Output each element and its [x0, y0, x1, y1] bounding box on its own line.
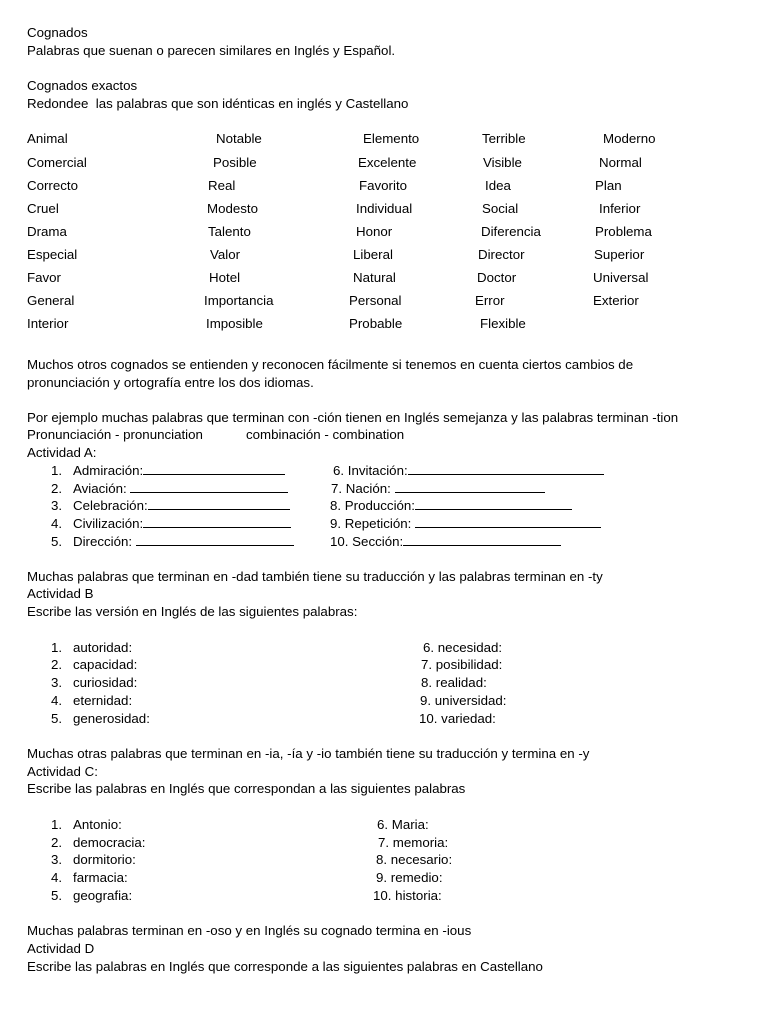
word-cell: Moderno: [603, 131, 656, 146]
item-word: geografia:: [73, 888, 133, 903]
item-word: Admiración:: [73, 463, 144, 478]
word-cell: Visible: [483, 155, 522, 170]
item-word: Dirección:: [73, 534, 136, 549]
word-cell: Correcto: [27, 178, 78, 193]
answer-blank[interactable]: [395, 481, 545, 493]
item-word: democracia:: [73, 835, 146, 850]
word-cell: Favor: [27, 270, 61, 285]
list-item: [330, 498, 572, 514]
item-word: 9. remedio:: [376, 870, 443, 885]
list-item: [333, 463, 604, 479]
answer-blank[interactable]: [148, 498, 290, 510]
item-number: 3.: [51, 852, 63, 867]
item-word: 8. Producción:: [330, 498, 416, 513]
item-word: 9. Repetición:: [330, 516, 416, 531]
word-cell: Real: [208, 178, 236, 193]
activity-d-instruction: Escribe las palabras en Inglés que corresponde a las siguientes palabras en Castellano: [27, 959, 543, 974]
item-number: 5.: [51, 711, 63, 726]
word-cell: Especial: [27, 247, 78, 262]
word-cell: Director: [478, 247, 525, 262]
word-cell: Doctor: [477, 270, 517, 285]
word-cell: Individual: [356, 201, 413, 216]
cion-example: combinación - combination: [246, 427, 405, 442]
page-subtitle: Palabras que suenan o parecen similares en Inglés y Español.: [27, 43, 396, 58]
word-cell: Probable: [349, 316, 403, 331]
list-item: [330, 516, 601, 532]
word-cell: Error: [475, 293, 505, 308]
activity-b-instruction: Escribe las versión en Inglés de las siguientes palabras:: [27, 604, 358, 619]
word-cell: Imposible: [206, 316, 263, 331]
item-word: 6. Maria:: [377, 817, 429, 832]
word-cell: Inferior: [599, 201, 641, 216]
word-cell: Personal: [349, 293, 402, 308]
word-cell: Social: [482, 201, 519, 216]
word-cell: Valor: [210, 247, 241, 262]
list-item: [73, 463, 285, 479]
item-number: 1.: [51, 463, 63, 478]
item-word: Celebración:: [73, 498, 148, 513]
word-cell: Favorito: [359, 178, 408, 193]
item-number: 3.: [51, 498, 63, 513]
word-cell: Natural: [353, 270, 396, 285]
word-cell: General: [27, 293, 75, 308]
item-word: 8. realidad:: [421, 675, 487, 690]
answer-blank[interactable]: [143, 463, 285, 475]
word-cell: Exterior: [593, 293, 639, 308]
item-number: 4.: [51, 693, 63, 708]
word-cell: Plan: [595, 178, 622, 193]
word-cell: Liberal: [353, 247, 393, 262]
item-word: generosidad:: [73, 711, 150, 726]
word-cell: Problema: [595, 224, 652, 239]
list-item: [73, 481, 288, 497]
answer-blank[interactable]: [415, 498, 572, 510]
item-word: curiosidad:: [73, 675, 138, 690]
word-cell: Cruel: [27, 201, 59, 216]
item-word: 7. Nación:: [331, 481, 395, 496]
item-number: 4.: [51, 516, 63, 531]
item-number: 3.: [51, 675, 63, 690]
word-cell: Normal: [599, 155, 642, 170]
oso-rule: Muchas palabras terminan en -oso y en Inglés su cognado termina en -ious: [27, 923, 472, 938]
word-cell: Superior: [594, 247, 645, 262]
word-cell: Honor: [356, 224, 393, 239]
word-cell: Idea: [485, 178, 511, 193]
exact-heading: Cognados exactos: [27, 78, 138, 93]
dad-rule: Muchas palabras que terminan en -dad también tiene su traducción y las palabras terminan en -ty: [27, 569, 603, 584]
item-word: 10. historia:: [373, 888, 442, 903]
list-item: [330, 534, 561, 550]
word-cell: Modesto: [207, 201, 258, 216]
item-word: eternidad:: [73, 693, 133, 708]
cion-rule: Por ejemplo muchas palabras que terminan con -ción tienen en Inglés semejanza y las palabras terminan -tion: [27, 410, 679, 425]
list-item: [73, 498, 290, 514]
item-number: 5.: [51, 534, 63, 549]
word-cell: Notable: [216, 131, 262, 146]
item-word: Antonio:: [73, 817, 122, 832]
answer-blank[interactable]: [130, 481, 288, 493]
answer-blank[interactable]: [403, 534, 561, 546]
item-number: 5.: [51, 888, 63, 903]
item-word: capacidad:: [73, 657, 138, 672]
item-word: 10. variedad:: [419, 711, 496, 726]
list-item: [331, 481, 545, 497]
list-item: [73, 516, 291, 532]
item-word: 9. universidad:: [420, 693, 507, 708]
word-cell: Universal: [593, 270, 649, 285]
answer-blank[interactable]: [415, 516, 601, 528]
activity-d-label: Actividad D: [27, 941, 95, 956]
item-word: dormitorio:: [73, 852, 136, 867]
item-word: 7. memoria:: [378, 835, 449, 850]
item-word: Civilización:: [73, 516, 144, 531]
answer-blank[interactable]: [408, 463, 604, 475]
item-number: 2.: [51, 481, 63, 496]
item-word: 6. Invitación:: [333, 463, 408, 478]
word-cell: Interior: [27, 316, 69, 331]
cion-example: Pronunciación - pronunciation: [27, 427, 203, 442]
word-cell: Elemento: [363, 131, 420, 146]
word-cell: Comercial: [27, 155, 87, 170]
item-number: 2.: [51, 657, 63, 672]
item-word: autoridad:: [73, 640, 133, 655]
word-cell: Talento: [208, 224, 251, 239]
activity-c-label: Actividad C:: [27, 764, 98, 779]
item-word: 6. necesidad:: [423, 640, 503, 655]
word-cell: Diferencia: [481, 224, 541, 239]
activity-c-instruction: Escribe las palabras en Inglés que correspondan a las siguientes palabras: [27, 781, 466, 796]
word-cell: Excelente: [358, 155, 417, 170]
word-cell: Animal: [27, 131, 68, 146]
item-word: 10. Sección:: [330, 534, 404, 549]
word-cell: Flexible: [480, 316, 526, 331]
page-title: Cognados: [27, 25, 88, 40]
item-number: 4.: [51, 870, 63, 885]
ia-rule: Muchas otras palabras que terminan en -ia, -ía y -io también tiene su traducción y termina en -y: [27, 746, 590, 761]
intro-line: Muchos otros cognados se entienden y reconocen fácilmente si tenemos en cuenta ciertos cambios de: [27, 357, 634, 372]
word-cell: Hotel: [209, 270, 241, 285]
list-item: [73, 534, 294, 550]
item-word: farmacia:: [73, 870, 128, 885]
activity-b-label: Actividad B: [27, 586, 94, 601]
item-word: 8. necesario:: [376, 852, 453, 867]
item-number: 1.: [51, 640, 63, 655]
word-cell: Posible: [213, 155, 257, 170]
answer-blank[interactable]: [143, 516, 291, 528]
word-cell: Drama: [27, 224, 67, 239]
item-number: 1.: [51, 817, 63, 832]
intro-line: pronunciación y ortografía entre los dos idiomas.: [27, 375, 314, 390]
item-word: 7. posibilidad:: [421, 657, 503, 672]
item-word: Aviación:: [73, 481, 131, 496]
exact-instruction: Redondee las palabras que son idénticas en inglés y Castellano: [27, 96, 409, 111]
word-cell: Importancia: [204, 293, 274, 308]
answer-blank[interactable]: [136, 534, 294, 546]
activity-a-label: Actividad A:: [27, 445, 97, 460]
item-number: 2.: [51, 835, 63, 850]
word-cell: Terrible: [482, 131, 526, 146]
